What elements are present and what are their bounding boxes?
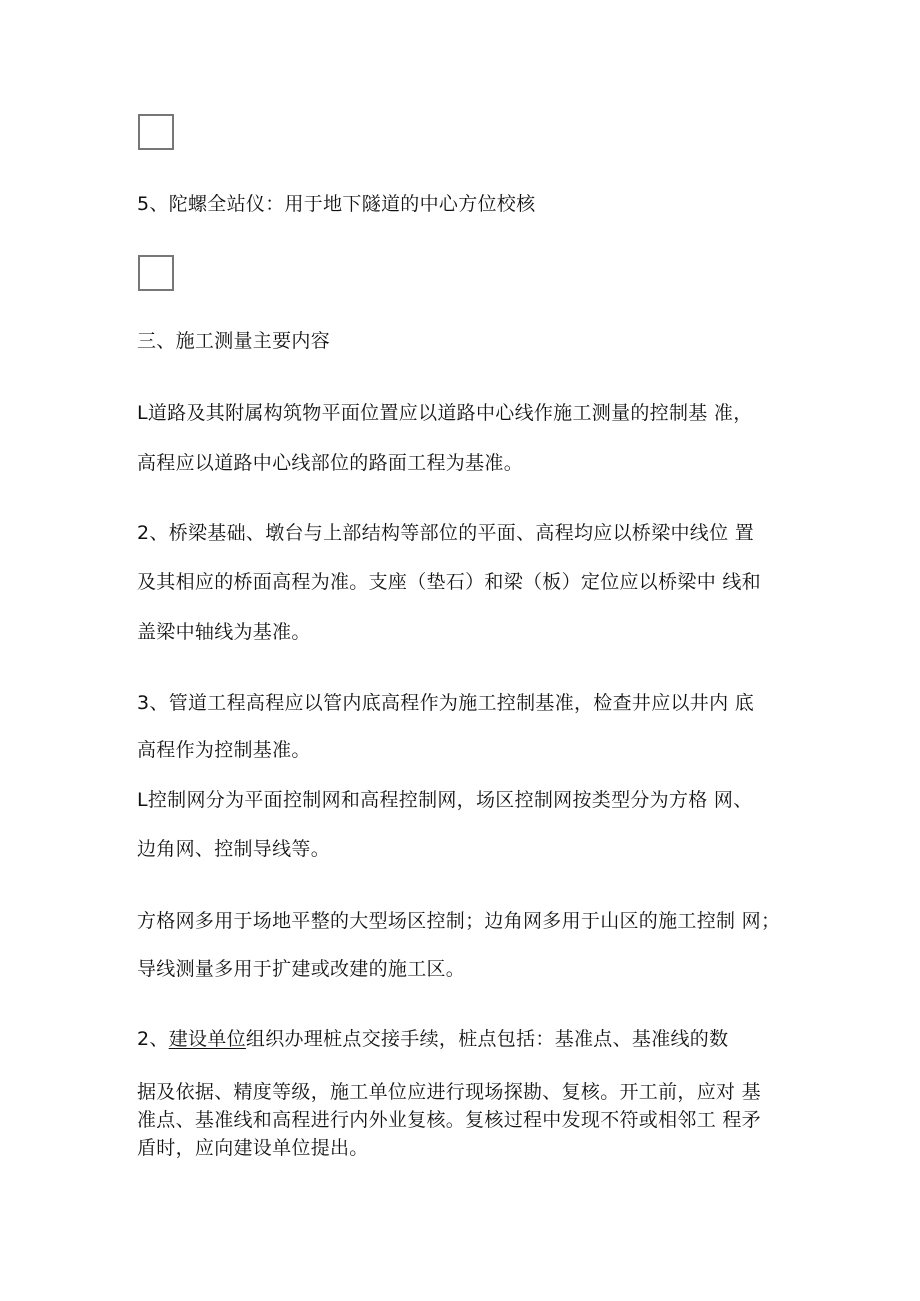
checkbox-1[interactable] — [138, 114, 174, 150]
section-heading: 三、施工测量主要内容 — [137, 330, 331, 352]
text-line-8: 3、管道工程高程应以管内底高程作为施工控制基准，检查井应以井内 底 — [137, 692, 755, 714]
text-line-3: L道路及其附属构筑物平面位置应以道路中心线作施工测量的控制基 准， — [137, 402, 753, 424]
text-line-1: 5、陀螺全站仪：用于地下隧道的中心方位校核 — [137, 193, 536, 215]
text-line-7: 盖梁中轴线为基准。 — [137, 621, 311, 643]
underlined-term: 建设单位 — [168, 1028, 246, 1050]
text-line-4: 高程应以道路中心线部位的路面工程为基准。 — [137, 452, 524, 474]
text-line-16: 准点、基准线和高程进行内外业复核。复核过程中发现不符或相邻工 程矛 — [137, 1109, 761, 1131]
text-line-15: 据及依据、精度等级，施工单位应进行现场探勘、复核。开工前，应对 基 — [137, 1081, 761, 1103]
text-line-14-suffix: 组织办理桩点交接手续，桩点包括：基准点、基准线的数 — [245, 1028, 729, 1050]
text-line-10: L控制网分为平面控制网和高程控制网，场区控制网按类型分为方格 网、 — [137, 789, 753, 811]
text-line-14 — [137, 1027, 728, 1051]
checkbox-2[interactable] — [138, 255, 174, 291]
text-line-17: 盾时，应向建设单位提出。 — [137, 1137, 369, 1159]
text-line-6: 及其相应的桥面高程为准。支座（垫石）和梁（板）定位应以桥梁中 线和 — [137, 571, 761, 593]
text-line-14-prefix: 2、 — [137, 1028, 169, 1050]
text-line-9: 高程作为控制基准。 — [137, 739, 311, 761]
text-line-12: 方格网多用于场地平整的大型场区控制；边角网多用于山区的施工控制 网； — [137, 910, 781, 932]
text-line-11: 边角网、控制导线等。 — [137, 838, 331, 860]
text-line-13: 导线测量多用于扩建或改建的施工区。 — [137, 958, 466, 980]
text-line-5: 2、桥梁基础、墩台与上部结构等部位的平面、高程均应以桥梁中线位 置 — [137, 522, 755, 544]
